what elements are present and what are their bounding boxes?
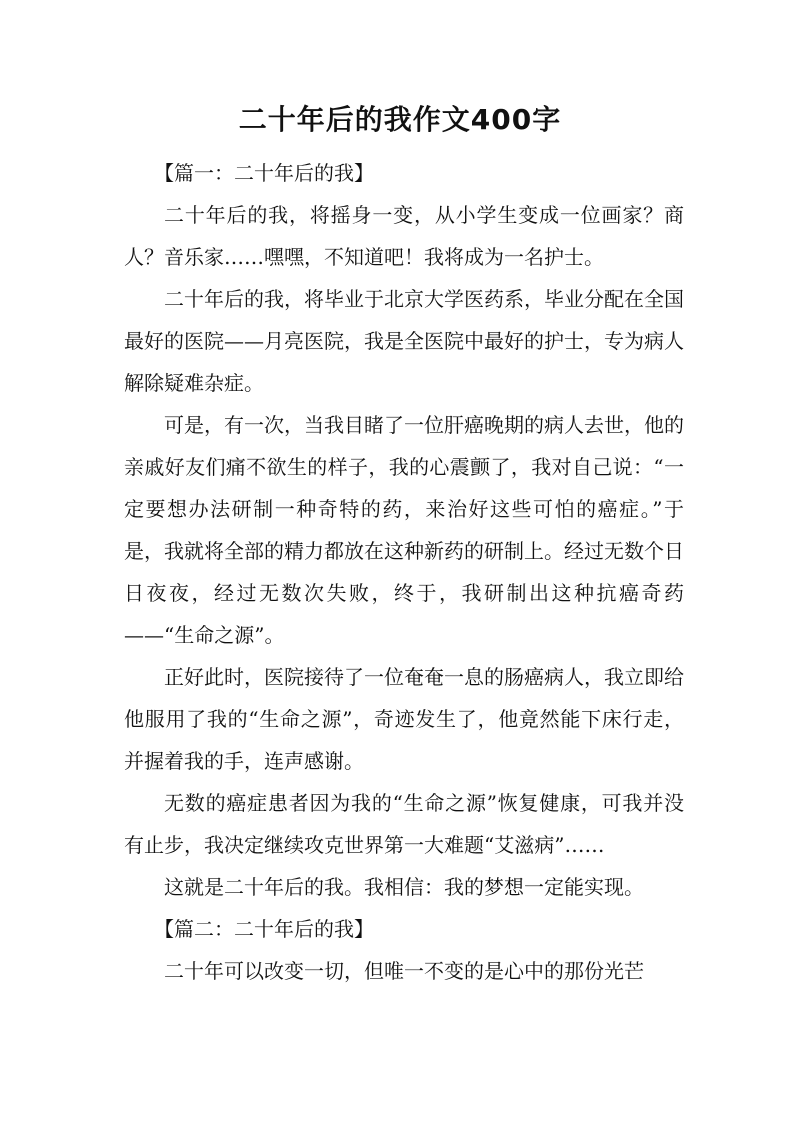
section-heading: 【篇一：二十年后的我】	[154, 161, 374, 185]
document-title: 二十年后的我作文400字	[238, 103, 562, 136]
paragraph: 无数的癌症患者因为我的“生命之源”恢复健康，可我并没有止步，我决定继续攻克世界第一大难题“艾滋病”……	[124, 791, 684, 857]
section-heading: 【篇二：二十年后的我】	[154, 917, 374, 941]
paragraph: 可是，有一次，当我目睹了一位肝癌晚期的病人去世，他的亲戚好友们痛不欲生的样子，我的心震颤了，我对自己说：“一定要想办法研制一种奇特的药，来治好这些可怕的癌症。”于是，我就将全部的精力都放在这种新药的研制上。经过无数个日日夜夜，经过无数次失败，终于，我研制出这种抗癌奇药——“生命之源”。	[124, 413, 684, 647]
paragraph: 二十年后的我，将摇身一变，从小学生变成一位画家？商人？音乐家……嘿嘿，不知道吧！我将成为一名护士。	[124, 203, 684, 269]
paragraph: 二十年可以改变一切，但唯一不变的是心中的那份光芒	[164, 959, 644, 983]
paragraph: 二十年后的我，将毕业于北京大学医药系，毕业分配在全国最好的医院——月亮医院，我是全医院中最好的护士，专为病人解除疑难杂症。	[124, 287, 684, 395]
paragraph: 正好此时，医院接待了一位奄奄一息的肠癌病人，我立即给他服用了我的“生命之源”，奇迹发生了，他竟然能下床行走，并握着我的手，连声感谢。	[124, 665, 684, 773]
document-body	[124, 152, 684, 992]
paragraph: 这就是二十年后的我。我相信：我的梦想一定能实现。	[164, 875, 644, 899]
